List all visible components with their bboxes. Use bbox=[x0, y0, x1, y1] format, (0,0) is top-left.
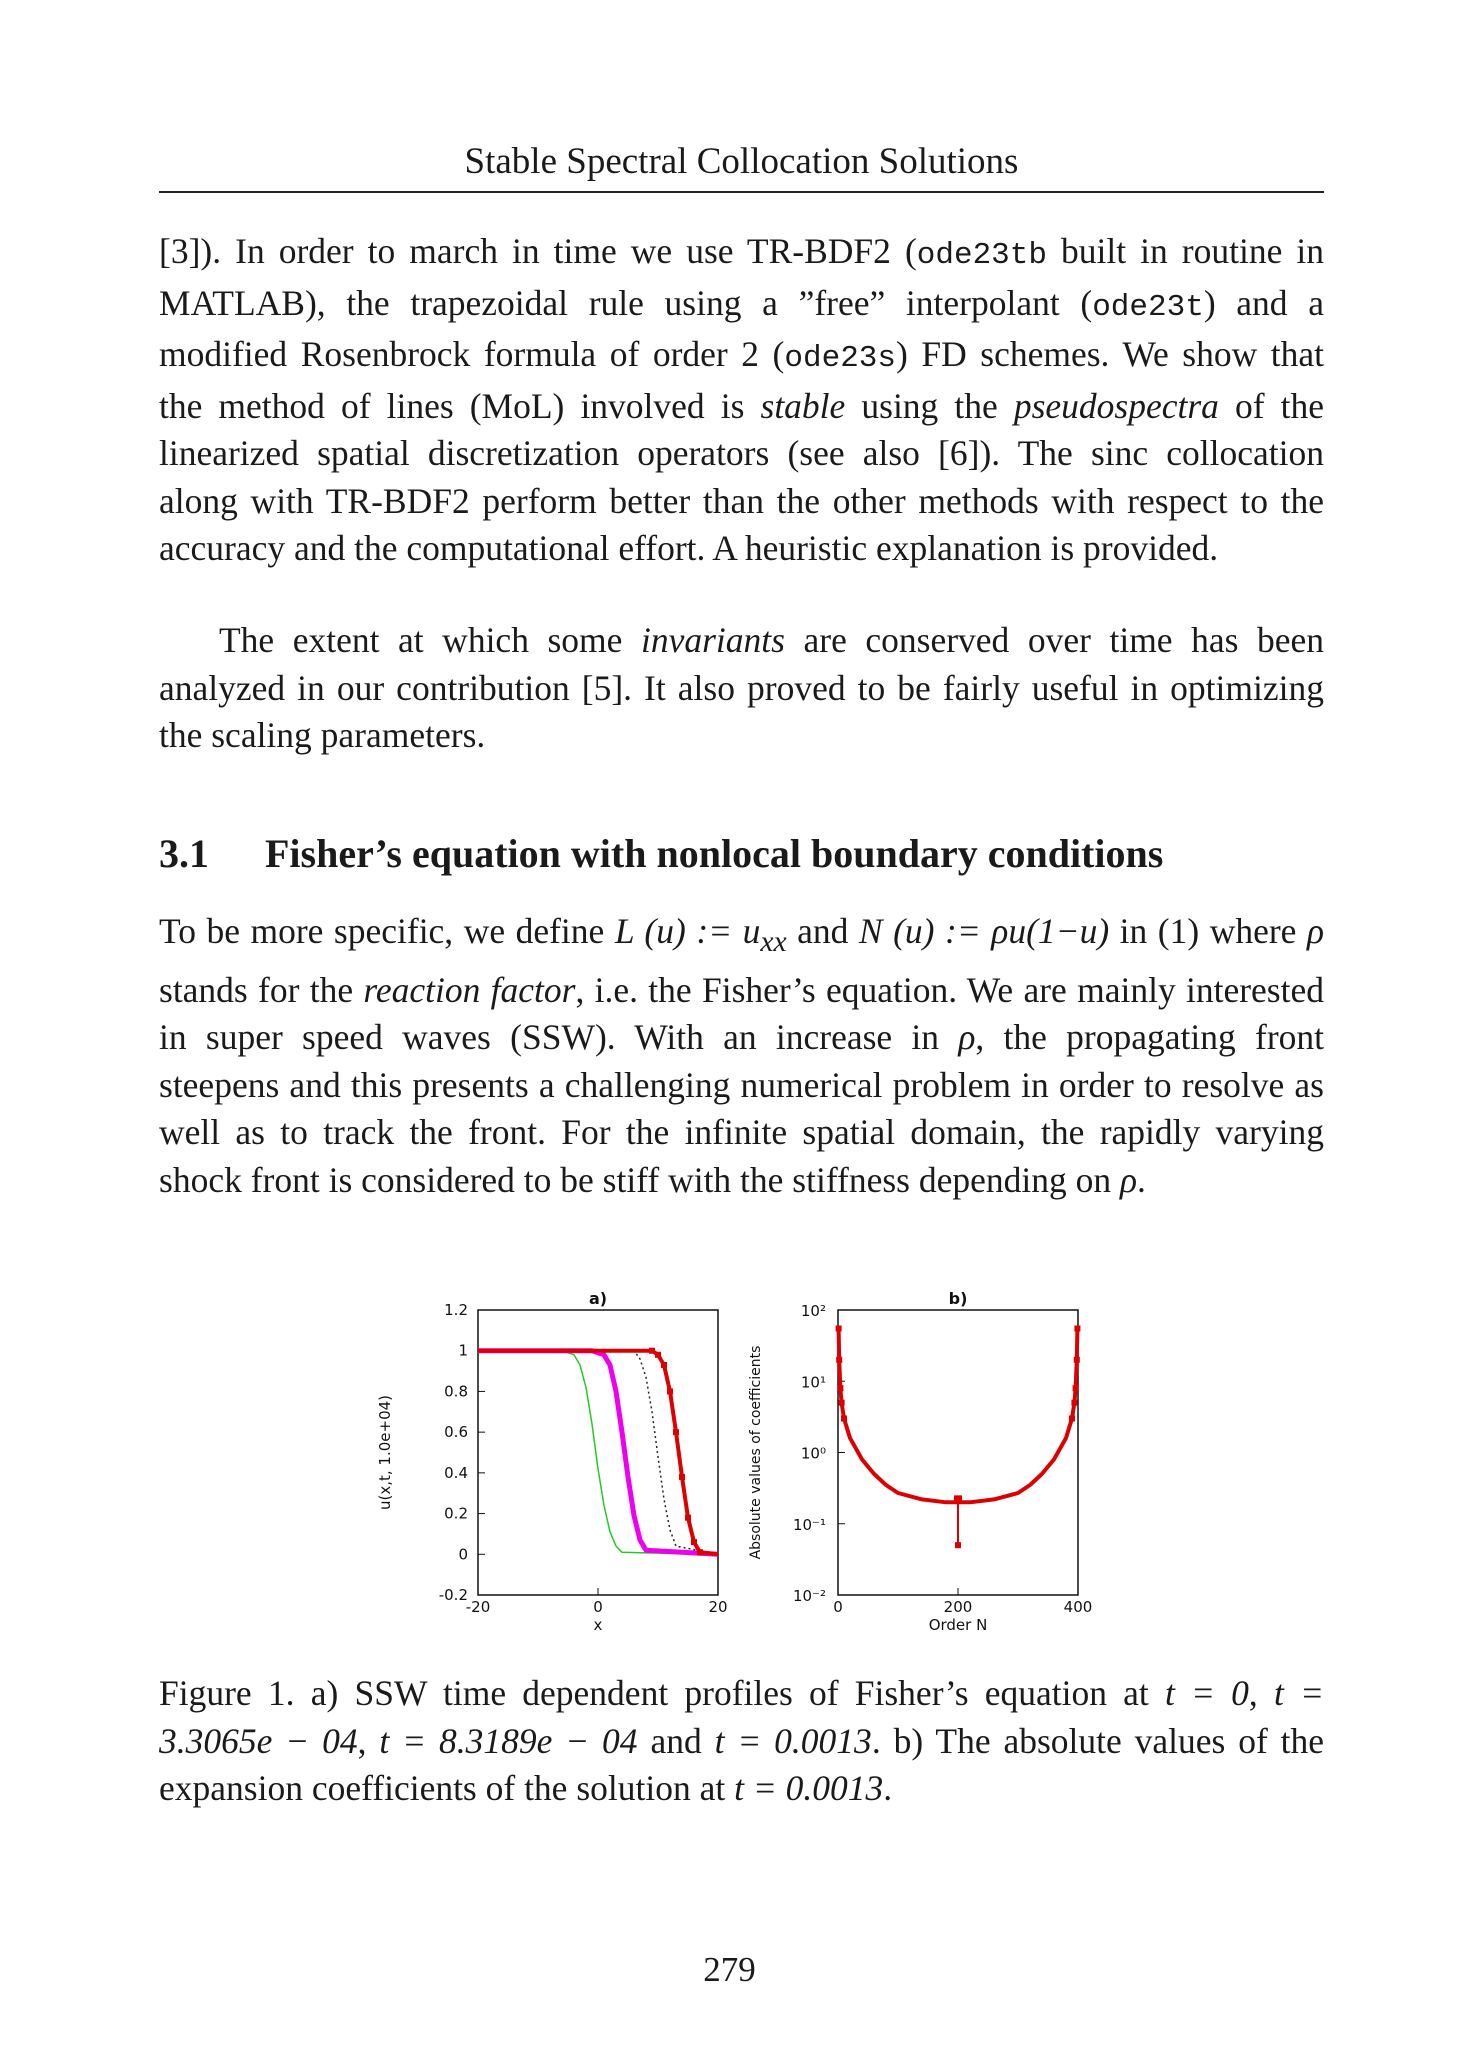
math: t = 0.0013 bbox=[714, 1720, 872, 1761]
code-ode23s: ode23s bbox=[784, 341, 897, 376]
header-rule bbox=[159, 191, 1324, 193]
text-run: in (1) where bbox=[1109, 911, 1307, 951]
text-run: Figure 1. a) SSW time dependent profiles of Fisher’s equation at bbox=[159, 1673, 1165, 1713]
chart-b-ytick-label: 10⁰ bbox=[800, 1444, 826, 1463]
text-run: and bbox=[637, 1720, 715, 1761]
chart-b-series-line bbox=[839, 1329, 1078, 1503]
chart-b-series-marker bbox=[841, 1416, 847, 1422]
italic-term: invariants bbox=[640, 620, 785, 660]
text-run: . bbox=[883, 1768, 893, 1808]
chart-a-series-marker bbox=[673, 1429, 679, 1435]
text-run: and bbox=[786, 911, 859, 951]
chart-a-series-marker bbox=[655, 1352, 661, 1358]
chart-b-series-marker bbox=[836, 1325, 842, 1331]
chart-a-ytick-label: 0.4 bbox=[444, 1463, 468, 1482]
chart-b-ytick-label: 10⁻² bbox=[792, 1587, 826, 1605]
chart-a-ytick-label: 0.6 bbox=[444, 1423, 468, 1442]
text-run: using the bbox=[845, 385, 1014, 426]
section-heading bbox=[159, 830, 1324, 877]
chart-a-series-line bbox=[478, 1351, 718, 1555]
chart-b-spike-marker bbox=[955, 1542, 961, 1548]
chart-b-series-marker bbox=[1074, 1325, 1080, 1331]
chart-b-title: b) bbox=[948, 1290, 968, 1308]
chart-a-ytick-label: 1.2 bbox=[444, 1301, 468, 1319]
math: L (u) := u bbox=[614, 911, 761, 951]
text-run: of the linearized spatial discretization operators (see also [6]). The sinc collocation along with TR-BDF2 perform better than the other methods with respect to the accuracy and the computational effort. A heuristic explanation is provided. bbox=[159, 385, 1324, 568]
chart-a-ytick-label: 1 bbox=[458, 1341, 468, 1360]
chart-a-xlabel: x bbox=[593, 1616, 603, 1634]
chart-a-ytick-label: 0 bbox=[458, 1545, 468, 1564]
chart-a-ylabel: u(x,t, 1.0e+04) bbox=[376, 1394, 394, 1511]
text-run: , i.e. the Fisher’s equation. We are mainly interested in super speed waves (SSW). With an increase in bbox=[159, 969, 1324, 1058]
chart-b-xtick-label: 400 bbox=[1063, 1598, 1093, 1616]
math: ρ bbox=[1119, 1159, 1138, 1200]
chart-b-frame bbox=[838, 1310, 1078, 1595]
running-header: Stable Spectral Collocation Solutions bbox=[464, 141, 1019, 182]
chart-b-series-marker bbox=[1069, 1416, 1075, 1422]
chart-a-series-marker bbox=[661, 1362, 667, 1368]
chart-b-xtick-label: 200 bbox=[943, 1598, 973, 1616]
chart-a-series-line bbox=[478, 1351, 718, 1555]
chart-a-series-line bbox=[478, 1351, 718, 1555]
text-run: , bbox=[1248, 1673, 1274, 1713]
text-run: . bbox=[1137, 1159, 1146, 1200]
chart-a-series-line bbox=[478, 1351, 718, 1555]
paragraph-1 bbox=[159, 228, 1324, 573]
chart-a-series-marker bbox=[679, 1474, 685, 1480]
chart-a-series-marker bbox=[691, 1539, 697, 1545]
section-number: 3.1 bbox=[159, 831, 209, 876]
text-run: are conserved over time has been analyzed in our contribution [5]. It also proved to be fairly useful in optimizing the scaling parameters. bbox=[159, 620, 1324, 755]
code-ode23tb: ode23tb bbox=[916, 238, 1047, 273]
text-run: [3]). In order to march in time we use TR-BDF2 ( bbox=[159, 231, 917, 271]
chart-b-spike-marker bbox=[954, 1495, 962, 1503]
figure-1 bbox=[360, 1290, 1100, 1640]
chart-a-series-marker bbox=[685, 1515, 691, 1521]
text-run: stands for the bbox=[159, 969, 364, 1010]
section-title: Fisher’s equation with nonlocal boundary conditions bbox=[265, 831, 1164, 876]
chart-a-xtick-label: 20 bbox=[708, 1598, 728, 1616]
paragraph-3 bbox=[159, 908, 1324, 1204]
text-run: , bbox=[357, 1720, 380, 1761]
math-subscript: xx bbox=[760, 926, 787, 959]
text-run: . b) The absolute values of the expansion coefficients of the solution at bbox=[159, 1720, 1325, 1808]
math: N (u) := ρu(1−u) bbox=[858, 911, 1110, 951]
chart-b-series-marker bbox=[1073, 1385, 1079, 1391]
chart-a-series-marker bbox=[649, 1348, 655, 1354]
chart-a-ytick-label: -0.2 bbox=[438, 1586, 468, 1604]
chart-b-series-marker bbox=[836, 1357, 842, 1363]
chart-b-series-marker bbox=[1071, 1400, 1077, 1406]
chart-b-series-marker bbox=[839, 1400, 845, 1406]
page-number: 279 bbox=[703, 1950, 756, 1989]
text-run: built in routine in MATLAB), the trapezoidal rule using a ”free” interpolant ( bbox=[159, 231, 1324, 323]
chart-a-xtick-label: 0 bbox=[593, 1598, 603, 1616]
text-run: To be more specific, we define bbox=[159, 911, 615, 951]
text-run: The extent at which some bbox=[219, 620, 641, 660]
chart-a-ytick-label: 0.2 bbox=[444, 1504, 468, 1523]
math: ρ bbox=[1306, 911, 1324, 951]
figure-caption bbox=[159, 1670, 1324, 1813]
math: t = 0.0013 bbox=[734, 1768, 884, 1808]
chart-b-series-marker bbox=[1074, 1357, 1080, 1363]
chart-a-series-marker bbox=[697, 1549, 703, 1555]
chart-a-xtick-label: -20 bbox=[465, 1598, 491, 1616]
chart-b-ylabel: Absolute values of coefficients bbox=[748, 1345, 764, 1560]
italic-term: reaction factor bbox=[363, 969, 576, 1010]
figure-svg bbox=[360, 1290, 1100, 1640]
chart-b-xlabel: Order N bbox=[928, 1616, 988, 1634]
math: t = 0 bbox=[1164, 1673, 1249, 1713]
text-run: ) and a modified Rosenbrock formula of order 2 ( bbox=[159, 282, 1324, 374]
chart-b-xtick-label: 0 bbox=[833, 1598, 843, 1616]
code-ode23t: ode23t bbox=[1092, 289, 1204, 325]
text-run: , the propagating front steepens and this presents a challenging numerical problem in order to resolve as well as to track the front. For the infinite spatial domain, the rapidly varying shock front is considered to be stiff with the stiffness depending on bbox=[159, 1017, 1324, 1200]
chart-b-ytick-label: 10² bbox=[800, 1302, 826, 1320]
math: t = 3.3065e − 04 bbox=[159, 1673, 1324, 1761]
text-run: ) FD schemes. We show that the method of lines (MoL) involved is bbox=[159, 334, 1324, 426]
chart-b-ytick-label: 10¹ bbox=[800, 1373, 826, 1392]
chart-a-title: a) bbox=[588, 1290, 608, 1308]
math: ρ bbox=[958, 1017, 976, 1058]
chart-a-ytick-label: 0.8 bbox=[444, 1382, 468, 1401]
chart-b-ytick-label: 10⁻¹ bbox=[792, 1515, 826, 1534]
paragraph-2 bbox=[159, 617, 1324, 760]
italic-term: stable bbox=[760, 385, 846, 426]
chart-a-series-marker bbox=[667, 1388, 673, 1394]
italic-term: pseudospectra bbox=[1013, 385, 1219, 426]
math: t = 8.3189e − 04 bbox=[379, 1720, 638, 1761]
chart-b-series-marker bbox=[837, 1385, 843, 1391]
